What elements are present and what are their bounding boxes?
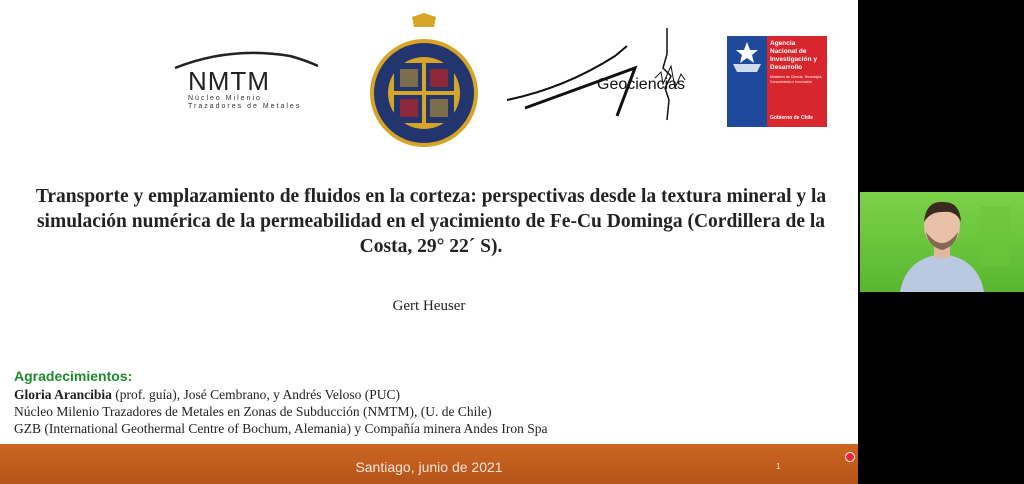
anid-name: Agencia Nacional de Investigación y Desarrollo	[770, 40, 817, 71]
anid-gov: Gobierno de Chile	[770, 115, 814, 121]
slide-author: Gert Heuser	[392, 298, 466, 314]
acknowledgement-line-1	[14, 387, 400, 403]
slide-footer	[0, 444, 858, 484]
geociencias-logo-text: Geociencias	[597, 76, 686, 93]
acknowledgement-advisor: Gloria Arancibia	[14, 387, 112, 402]
footer-date: Santiago, junio de 2021	[355, 459, 503, 475]
acknowledgement-line-2: Núcleo Milenio Trazadores de Metales en Zonas de Subducción (NMTM), (U. de Chile)	[14, 404, 492, 419]
anid-ministry: Ministerio de Ciencia, Tecnología, Conocimiento e Innovación	[770, 75, 823, 84]
university-seal-icon	[370, 13, 478, 153]
nmtm-logo	[170, 50, 320, 110]
acknowledgement-line-3: GZB (International Geothermal Centre of Bochum, Alemania) y Compañía minera Andes Iron Spa	[14, 421, 548, 436]
chile-shield-icon	[727, 36, 767, 127]
presenter-avatar	[860, 192, 1024, 292]
slide-title: Transporte y emplazamiento de fluidos en la corteza: perspectivas desde la textura mineral y la simulación numérica de la permeabilidad en el yacimiento de Fe-Cu Dominga (Cordillera de la Costa, 29° 22´ S).	[35, 186, 827, 257]
webcam-video-tile[interactable]	[860, 192, 1024, 292]
nmtm-logo-text: NMTM	[188, 66, 270, 96]
nmtm-logo-sub1: Núcleo Milenio	[188, 95, 262, 102]
geociencias-logo	[505, 28, 695, 123]
anid-logo	[727, 36, 827, 127]
page-number: 1	[776, 462, 781, 471]
acknowledgement-line-1-rest: (prof. guía), José Cembrano, y Andrés Veloso (PUC)	[111, 387, 400, 402]
acknowledgements-heading: Agradecimientos:	[14, 368, 133, 384]
nmtm-logo-sub2: Trazadores de Metales	[188, 103, 302, 110]
record-indicator-icon	[845, 452, 855, 462]
